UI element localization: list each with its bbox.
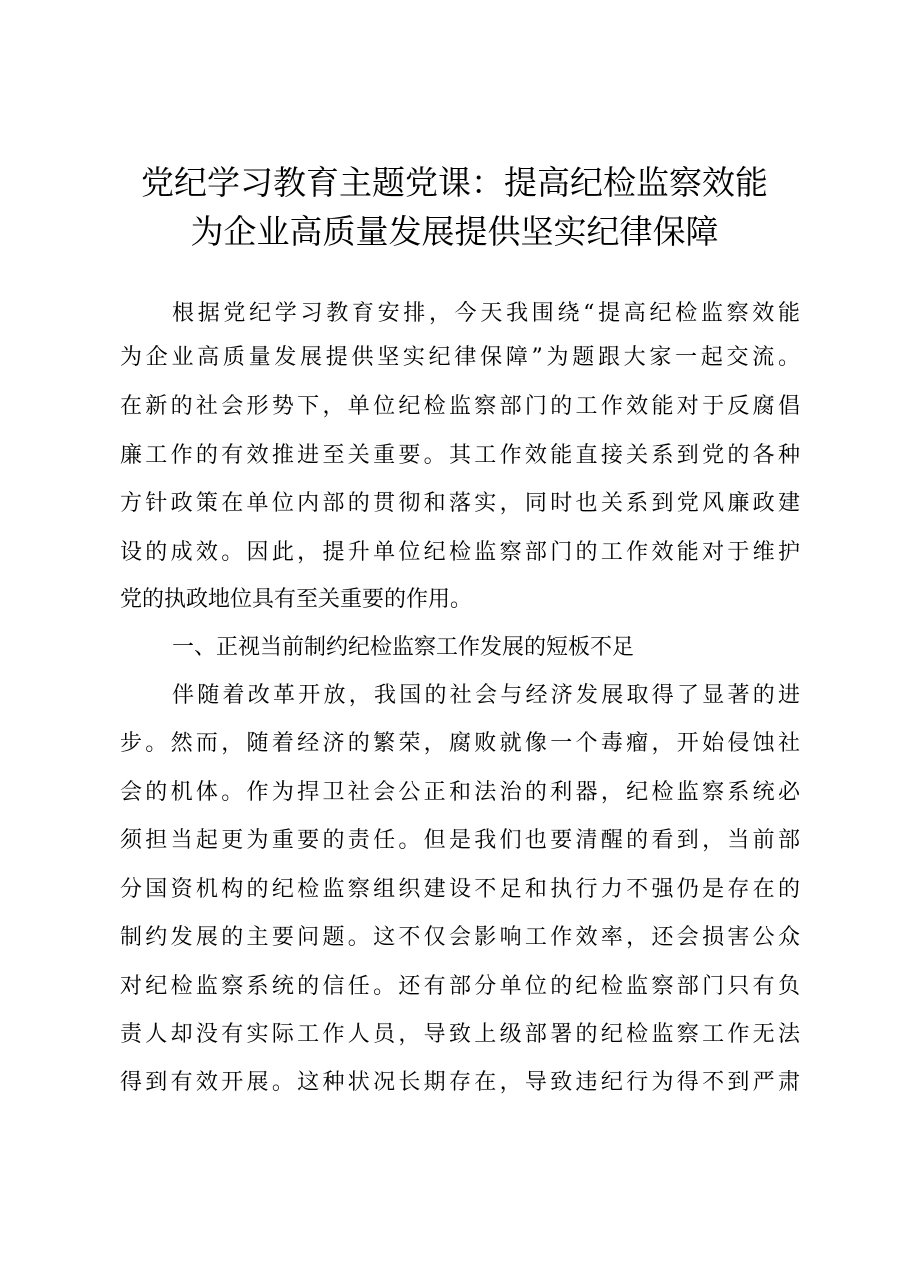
paragraph-2-line: 须担当起更为重要的责任。但是我们也要清醒的看到，当前部 [120, 828, 800, 853]
paragraph-2-line: 会的机体。作为捍卫社会公正和法治的利器，纪检监察系统必 [120, 780, 800, 805]
paragraph-1-line: 在新的社会形势下，单位纪检监察部门的工作效能对于反腐倡 [120, 394, 800, 419]
paragraph-2-line: 责人却没有实际工作人员，导致上级部署的纪检监察工作无法 [120, 1022, 800, 1047]
paragraph-1-line: 设的成效。因此，提升单位纪检监察部门的工作效能对于维护 [120, 540, 800, 565]
document-title-line-1: 党纪学习教育主题党课：提高纪检监察效能 [141, 163, 768, 202]
document-title-line-2: 为企业高质量发展提供坚实纪律保障 [190, 212, 719, 251]
paragraph-1-line: 党的执政地位具有至关重要的作用。 [120, 587, 473, 612]
paragraph-1-line: 廉工作的有效推进至关重要。其工作效能直接关系到党的各种 [120, 443, 800, 468]
paragraph-1-line: 为企业高质量发展提供坚实纪律保障”为题跟大家一起交流。 [120, 345, 800, 370]
paragraph-2-line: 步。然而，随着经济的繁荣，腐败就像一个毒瘤，开始侵蚀社 [120, 731, 800, 756]
paragraph-2-line: 伴随着改革开放，我国的社会与经济发展取得了显著的进 [172, 683, 800, 708]
section-1-heading: 一、正视当前制约纪检监察工作发展的短板不足 [172, 635, 635, 660]
paragraph-2-line: 得到有效开展。这种状况长期存在，导致违纪行为得不到严肃 [120, 1070, 800, 1095]
paragraph-2-line: 分国资机构的纪检监察组织建设不足和执行力不强仍是存在的 [120, 877, 800, 902]
paragraph-2-line: 制约发展的主要问题。这不仅会影响工作效率，还会损害公众 [120, 925, 800, 950]
paragraph-1-line: 根据党纪学习教育安排，今天我围绕“提高纪检监察效能 [172, 301, 800, 326]
paragraph-2-line: 对纪检监察系统的信任。还有部分单位的纪检监察部门只有负 [120, 974, 800, 999]
paragraph-1-line: 方针政策在单位内部的贯彻和落实，同时也关系到党风廉政建 [120, 491, 800, 516]
